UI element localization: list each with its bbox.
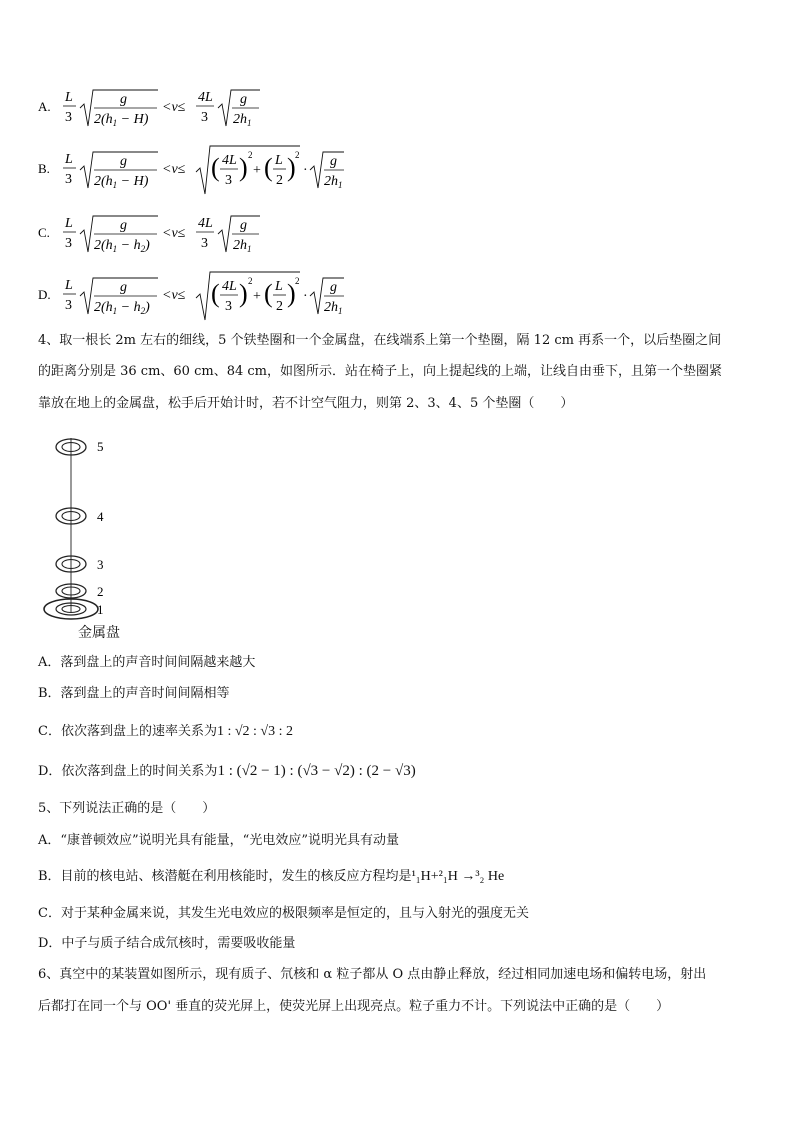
- svg-text:2: 2: [276, 299, 283, 314]
- svg-text:2h1: $2h_1$: [324, 300, 343, 316]
- svg-text:3: 3: [201, 236, 208, 251]
- option-label: C.: [38, 225, 50, 240]
- q4-option-d-math: 1 : (√2 − 1) : (√3 − √2) : (2 − √3): [217, 763, 416, 779]
- svg-text:<v≤: <v≤: [162, 100, 186, 115]
- svg-text:3: 3: [65, 298, 72, 313]
- svg-text:(: (: [211, 153, 220, 182]
- q3-option-d[interactable]: [38, 272, 344, 320]
- q4-stem-line-2: 的距离分别是 36 cm、60 cm、84 cm，如图所示．站在椅子上，向上提起线的上端，让线自由垂下，且第一个垫圈紧: [38, 364, 722, 379]
- svg-text:·: ·: [303, 163, 308, 178]
- q3-options: [0, 0, 794, 330]
- q4-stem-line-3: 靠放在地上的金属盘，松手后开始计时，若不计空气阻力，则第 2、3、4、5 个垫圈（ ）: [38, 396, 574, 411]
- svg-text:g: g: [330, 154, 337, 169]
- washer-3: [56, 556, 104, 572]
- q5-option-b[interactable]: [38, 869, 504, 885]
- q3-option-b[interactable]: [38, 146, 344, 194]
- svg-text:2(h1 − H): $2(h_1 - H)$: [94, 174, 149, 190]
- svg-text:2: 2: [295, 276, 300, 286]
- svg-text:g: g: [120, 154, 127, 169]
- svg-text:2: 2: [248, 276, 253, 286]
- svg-text:2(h1 − h2): $2(h_1 - h_2)$: [94, 238, 150, 254]
- svg-text:L: L: [65, 90, 73, 105]
- q5-option-c[interactable]: C．对于某种金属来说，其发生光电效应的极限频率是恒定的，且与入射光的强度无关: [38, 906, 529, 921]
- svg-text:): ): [287, 153, 296, 182]
- washer-label-4: 4: [97, 509, 104, 524]
- svg-text:g: g: [240, 218, 247, 233]
- q5-option-b-text: B．目前的核电站、核潜艇在利用核能时，发生的核反应方程均是: [38, 869, 412, 884]
- svg-text:3: 3: [201, 110, 208, 125]
- svg-text:3: 3: [225, 299, 232, 314]
- q3-option-a[interactable]: [38, 90, 260, 128]
- svg-text:(: (: [264, 153, 273, 182]
- metal-plate-caption: 金属盘: [78, 625, 120, 641]
- svg-text:g: g: [120, 218, 127, 233]
- svg-text:2: 2: [295, 150, 300, 160]
- svg-text:4L: 4L: [222, 279, 237, 294]
- svg-text:+: +: [253, 289, 261, 304]
- svg-text:g: g: [120, 280, 127, 295]
- q4-stem-line-1: 4、取一根长 2m 左右的细线，5 个铁垫圈和一个金属盘，在线端系上第一个垫圈，隔 12 cm 再系一个，以后垫圈之间: [38, 333, 722, 348]
- svg-text:·: ·: [303, 289, 308, 304]
- svg-text:L: L: [65, 152, 73, 167]
- metal-plate: [44, 599, 104, 619]
- q6-stem-line-1: 6、真空中的某装置如图所示，现有质子、氘核和 α 粒子都从 O 点由静止释放，经过相同加速电场和偏转电场，射出: [38, 967, 707, 982]
- washer-label-5: 5: [97, 439, 104, 454]
- q3-option-c[interactable]: [38, 216, 260, 254]
- option-label: D.: [38, 287, 51, 302]
- q5-stem: 5、下列说法正确的是（ ）: [38, 801, 216, 816]
- svg-text:4L: 4L: [198, 216, 213, 231]
- svg-text:2h1: $2h_1$: [233, 238, 252, 254]
- svg-text:2(h1 − h2): $2(h_1 - h_2)$: [94, 300, 150, 316]
- washer-label-3: 3: [97, 557, 104, 572]
- svg-text:+: +: [253, 163, 261, 178]
- svg-text:2(h1 − H): $2(h_1 - H)$: [94, 112, 149, 128]
- q4-option-d-text: D．依次落到盘上的时间关系为: [38, 764, 218, 779]
- q6-stem-line-2: 后都打在同一个与 OO' 垂直的荧光屏上，使荧光屏上出现亮点。粒子重力不计。下列说法中正确的是（ ）: [38, 999, 670, 1014]
- svg-text:L: L: [275, 153, 283, 168]
- svg-text:(: (: [264, 279, 273, 308]
- svg-text:2h1: $2h_1$: [324, 174, 343, 190]
- q4-option-b[interactable]: B．落到盘上的声音时间间隔相等: [38, 686, 230, 701]
- svg-text:<v≤: <v≤: [162, 288, 186, 303]
- svg-text:g: g: [330, 280, 337, 295]
- q4-option-a[interactable]: A．落到盘上的声音时间间隔越来越大: [38, 655, 256, 670]
- svg-text:2h1: $2h_1$: [233, 112, 252, 128]
- svg-text:<v≤: <v≤: [162, 162, 186, 177]
- svg-text:4L: 4L: [198, 90, 213, 105]
- svg-text:L: L: [275, 279, 283, 294]
- svg-text:g: g: [240, 92, 247, 107]
- washer-label-2: 2: [97, 584, 104, 599]
- q4-washer-figure: [38, 428, 178, 643]
- washer-2: [56, 584, 104, 599]
- washer-label-1: 1: [97, 602, 104, 617]
- svg-text:4L: 4L: [222, 153, 237, 168]
- svg-text:3: 3: [225, 173, 232, 188]
- q4-option-c-text: C．依次落到盘上的速率关系为: [38, 724, 217, 739]
- q5-option-a[interactable]: A．“康普顿效应”说明光具有能量，“光电效应”说明光具有动量: [38, 833, 399, 848]
- svg-text:3: 3: [65, 172, 72, 187]
- option-label: A.: [38, 99, 51, 114]
- svg-text:): ): [239, 153, 248, 182]
- svg-text:<v≤: <v≤: [162, 226, 186, 241]
- svg-text:(: (: [211, 279, 220, 308]
- svg-text:L: L: [65, 216, 73, 231]
- q5-option-d[interactable]: D．中子与质子结合成氘核时，需要吸收能量: [38, 936, 296, 951]
- q4-option-c[interactable]: [38, 724, 293, 740]
- option-label: B.: [38, 161, 50, 176]
- q4-option-c-math: 1 : √2 : √3 : 2: [216, 724, 293, 739]
- q4-option-d[interactable]: [38, 763, 416, 780]
- svg-text:2: 2: [276, 173, 283, 188]
- svg-text:): ): [287, 279, 296, 308]
- washer-4: [56, 508, 104, 524]
- svg-text:L: L: [65, 278, 73, 293]
- svg-text:): ): [239, 279, 248, 308]
- svg-text:g: g: [120, 92, 127, 107]
- svg-text:2: 2: [248, 150, 253, 160]
- svg-text:3: 3: [65, 236, 72, 251]
- washer-5: [56, 439, 104, 455]
- q5-option-b-math: ¹₁H+²₁H →³₂ He: [411, 869, 505, 884]
- svg-text:3: 3: [65, 110, 72, 125]
